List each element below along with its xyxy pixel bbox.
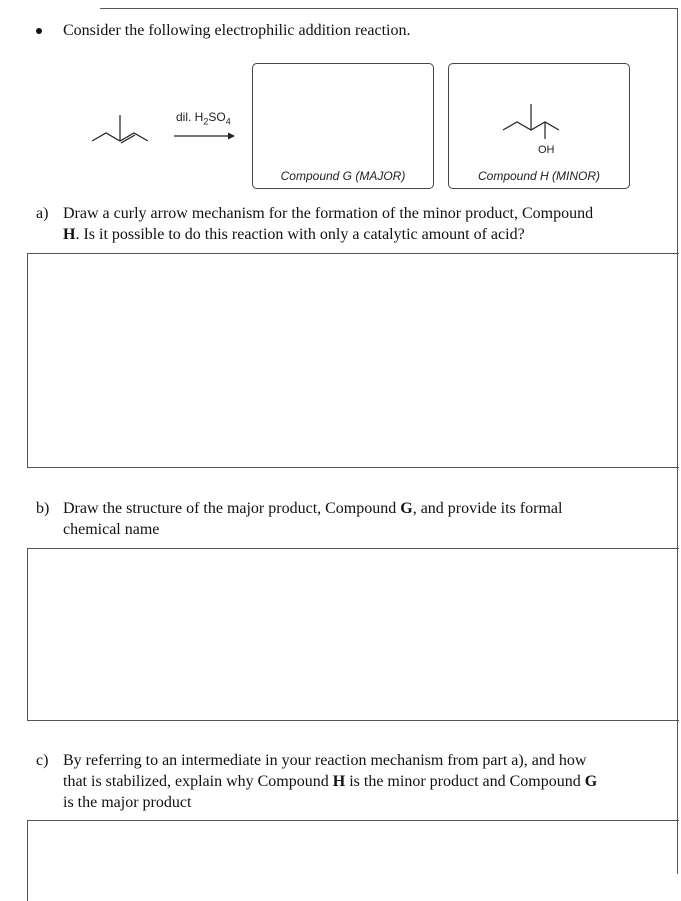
answer-box-c[interactable] [27, 820, 679, 901]
question-a-text: Draw a curly arrow mechanism for the formation of the minor product, Compound H. Is it possible to do this reaction with only a catalytic amount of acid? [63, 205, 594, 243]
top-border [100, 8, 678, 9]
question-c-text: By referring to an intermediate in your reaction mechanism from part a), and how that is stabilized, explain why Compound H is the minor product and Compound G is the major product [63, 752, 598, 811]
compound-g-box[interactable] [252, 63, 434, 189]
question-b-label: b) [36, 500, 50, 517]
compound-h-oh-label: OH [538, 144, 555, 156]
question-a-label: a) [36, 205, 49, 222]
answer-box-b[interactable] [27, 548, 679, 721]
starting-alkene-structure [88, 105, 158, 150]
question-c-label: c) [36, 752, 49, 769]
compound-h-box [448, 63, 630, 189]
intro-text: Consider the following electrophilic addition reaction. [63, 22, 411, 39]
reaction-arrow-icon [174, 131, 236, 141]
compound-h-structure [499, 94, 569, 149]
compound-g-caption: Compound G (MAJOR) [280, 169, 406, 183]
reaction-scheme [0, 55, 681, 195]
compound-h-caption: Compound H (MINOR) [477, 169, 601, 183]
question-b-text: Draw the structure of the major product, Compound G, and provide its formal chemical name [63, 500, 563, 538]
bullet-icon [36, 28, 42, 34]
answer-box-a[interactable] [27, 253, 679, 468]
reagent-label: dil. $H_2SO_4$ [176, 110, 231, 127]
